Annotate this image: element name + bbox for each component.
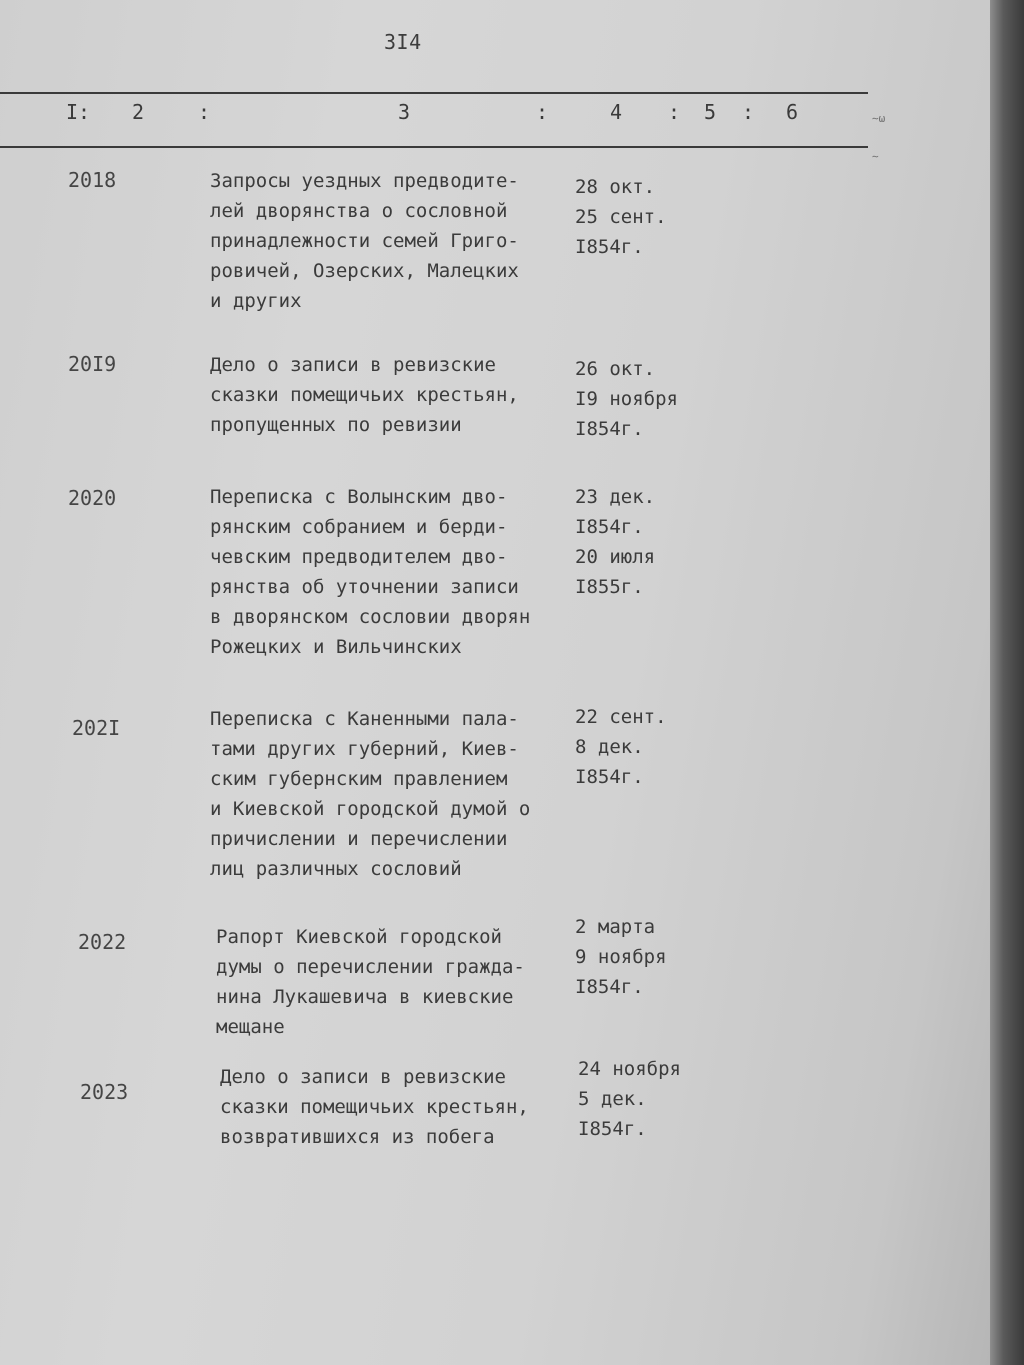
- record-dates: 2 марта 9 ноября I854г.: [575, 916, 667, 998]
- record-number: 2020: [68, 486, 117, 510]
- record-dates: 28 окт. 25 сент. I854г.: [575, 176, 667, 258]
- record-dates: 22 сент. 8 дек. I854г.: [575, 706, 667, 788]
- column-separator: :: [668, 100, 681, 124]
- page-number: 3I4: [384, 30, 422, 54]
- column-header-1: I:: [66, 100, 91, 124]
- record-title: Дело о записи в ревизские сказки помещичьих крестьян, возвратившихся из побега: [220, 1066, 529, 1148]
- record-title: Переписка с Волынским дво- рянским собранием и берди- чевским предводителем дво- рянства об уточнении записи в дворянском сословии дворян Рожецких и Вильчинских: [210, 486, 531, 658]
- record-title: Рапорт Киевской городской думы о перечислении гражда- нина Лукашевича в киевские мещане: [216, 926, 525, 1038]
- record-title: Переписка с Каненными пала- тами других губерний, Киев- ским губернским правлением и Киевской городской думой о причислении и перечислении лиц различных сословий: [210, 708, 531, 880]
- record-number: 2022: [78, 930, 127, 954]
- margin-mark: ∼: [872, 150, 879, 163]
- record-number: 20I9: [68, 352, 117, 376]
- record-dates: 24 ноября 5 дек. I854г.: [578, 1058, 681, 1140]
- column-separator: :: [536, 100, 549, 124]
- column-header-3: 3: [398, 100, 411, 124]
- record-number: 2023: [80, 1080, 129, 1104]
- column-header-4: 4: [610, 100, 623, 124]
- record-number: 2018: [68, 168, 117, 192]
- record-dates: 23 дек. I854г. 20 июля I855г.: [575, 486, 656, 598]
- record-number: 202I: [72, 716, 121, 740]
- column-header-6: 6: [786, 100, 799, 124]
- record-title: Запросы уездных предводите- лей дворянства о сословной принадлежности семей Григо- ровичей, Озерских, Малецких и других: [210, 170, 519, 312]
- column-separator: :: [198, 100, 211, 124]
- column-header-2: 2: [132, 100, 145, 124]
- record-title: Дело о записи в ревизские сказки помещичьих крестьян, пропущенных по ревизии: [210, 354, 519, 436]
- header-rule-bottom: [0, 146, 868, 148]
- header-rule-top: [0, 92, 868, 94]
- margin-mark: ∼ω: [872, 112, 886, 125]
- record-dates: 26 окт. I9 ноября I854г.: [575, 358, 678, 440]
- page-shadow-edge: [990, 0, 1024, 1365]
- column-header-5: 5: [704, 100, 717, 124]
- column-separator: :: [742, 100, 755, 124]
